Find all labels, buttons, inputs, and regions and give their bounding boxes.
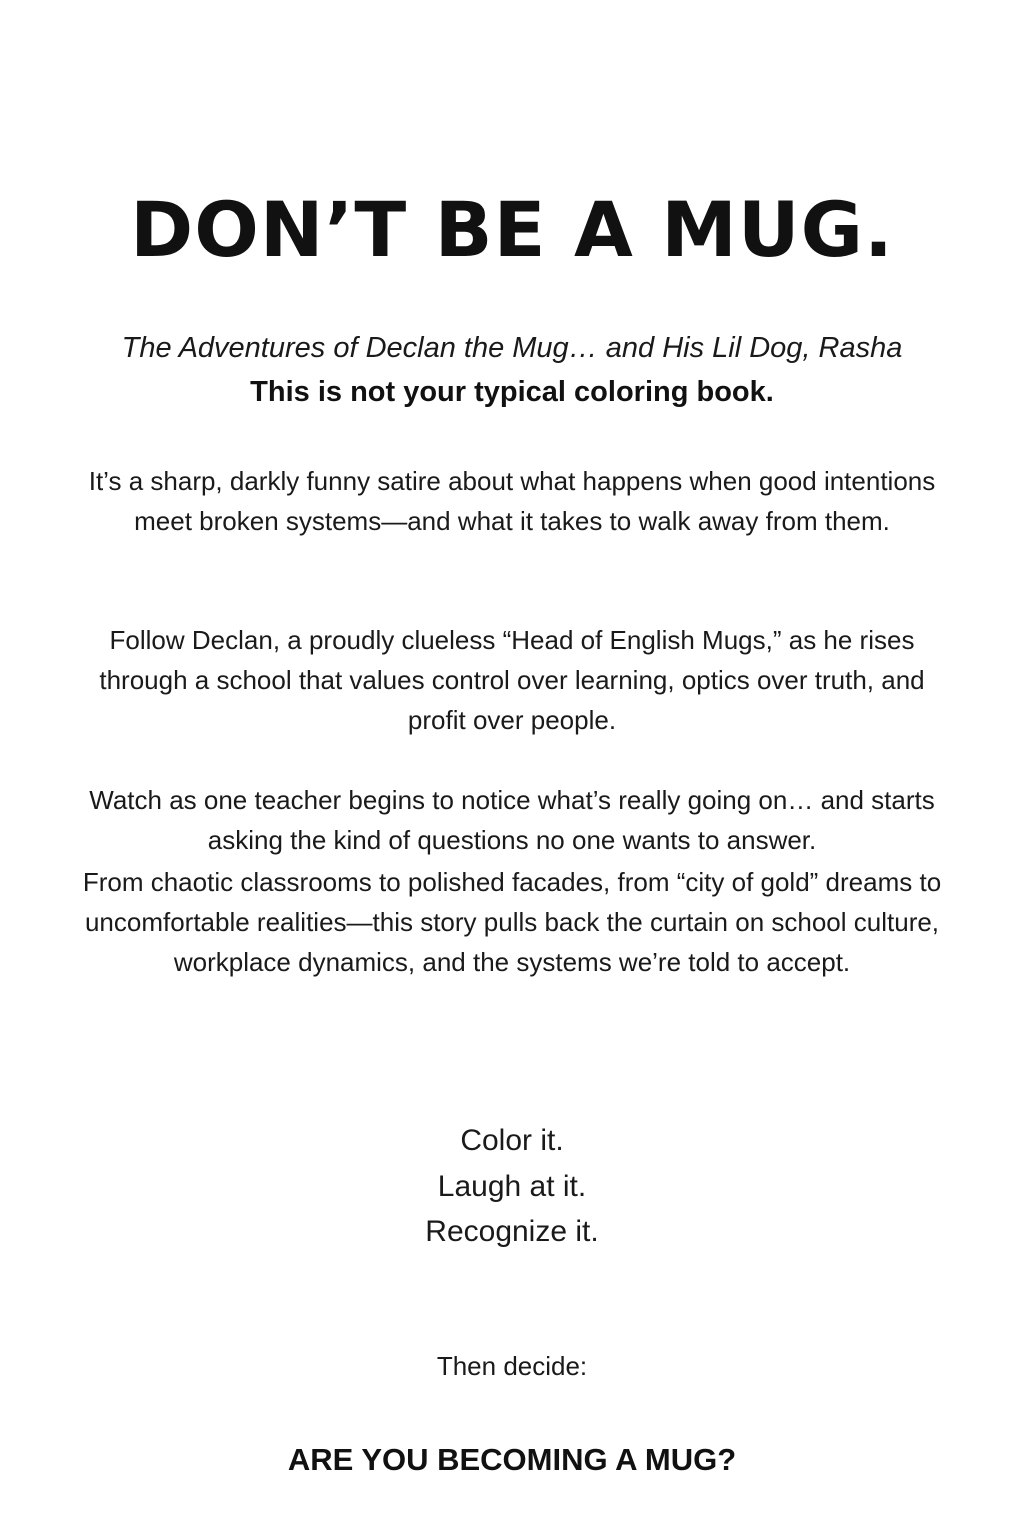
book-tagline: This is not your typical coloring book. <box>250 376 774 408</box>
call-to-action-recognize: Recognize it. <box>425 1215 599 1248</box>
description-paragraph-declan: Follow Declan, a proudly clueless “Head of English Mugs,” as he rises through a school that values control over learning, optics over truth, and profit over people. <box>99 625 925 735</box>
book-title: DON’T BE A MUG. <box>130 185 894 274</box>
closing-question: ARE YOU BECOMING A MUG? <box>287 1442 737 1477</box>
then-decide-text: Then decide: <box>436 1351 588 1381</box>
call-to-action-laugh: Laugh at it. <box>437 1170 587 1203</box>
call-to-action-color: Color it. <box>460 1124 564 1157</box>
description-paragraph-classrooms: From chaotic classrooms to polished facades, from “city of gold” dreams to uncomfortable realities—this story pulls back the curtain on school culture, workplace dynamics, and the systems we’re told to accept. <box>82 867 942 977</box>
description-paragraph-satire: It’s a sharp, darkly funny satire about what happens when good intentions meet broken systems—and what it takes to walk away from them. <box>88 466 936 536</box>
description-paragraph-teacher: Watch as one teacher begins to notice what’s really going on… and starts asking the kind of questions no one wants to answer. <box>89 785 935 855</box>
book-subtitle: The Adventures of Declan the Mug… and His Lil Dog, Rasha <box>121 332 903 364</box>
